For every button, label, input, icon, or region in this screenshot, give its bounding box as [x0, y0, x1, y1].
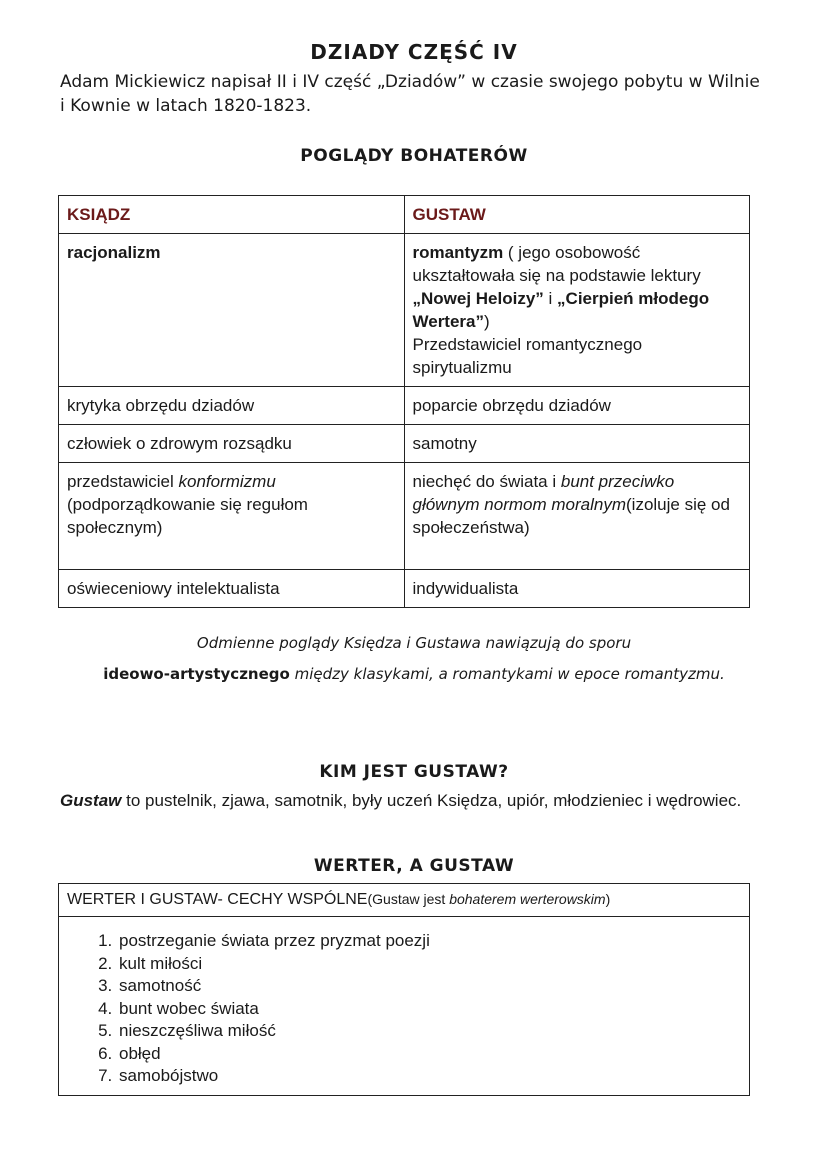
table-cell-gustaw: indywidualista: [404, 570, 750, 608]
book-title-heloiza: „Nowej Heloizy”: [412, 289, 544, 308]
cell-text: ( jego osobowość ukształtowała się na podstawie lektury: [412, 243, 701, 285]
table-cell-gustaw: [404, 234, 750, 387]
list-item: 1. postrzeganie świata przez pryzmat poezji: [117, 930, 741, 953]
table-row: [59, 917, 750, 1096]
list-item: 5. nieszczęśliwa miłość: [117, 1020, 741, 1043]
gustaw-heading: KIM JEST GUSTAW?: [319, 762, 509, 782]
term-bunt: bunt przeciwko głównym normom moralnym: [412, 472, 675, 514]
term-racjonalizm: racjonalizm: [67, 243, 161, 262]
note-text: Odmienne poglądy Księdza i Gustawa nawiązują do sporu: [196, 634, 632, 652]
list-item: 7. samobójstwo: [117, 1065, 741, 1088]
list-item: 4. bunt wobec świata: [117, 998, 741, 1021]
views-table: [58, 195, 750, 608]
list-item: 3. samotność: [117, 975, 741, 998]
term-konformizm: konformizmu: [178, 472, 276, 491]
table-cell-ksiadz: krytyka obrzędu dziadów: [59, 387, 405, 425]
cell-text: Przedstawiciel romantycznego spirytualizmu: [412, 335, 643, 377]
header-text: WERTER I GUSTAW- CECHY WSPÓLNE: [67, 891, 368, 908]
cell-text: ): [484, 312, 490, 331]
list-item: 6. obłęd: [117, 1043, 741, 1066]
werter-table: [58, 883, 750, 1096]
gustaw-name: Gustaw: [60, 791, 122, 810]
werter-table-header: [59, 884, 750, 917]
table-row: [59, 463, 750, 570]
header-note: (Gustaw jest bohaterem werterowskim): [367, 891, 611, 907]
table-row: [59, 234, 750, 387]
note-paragraph: [70, 628, 758, 690]
table-cell-gustaw: poparcie obrzędu dziadów: [404, 387, 750, 425]
cell-text: (izoluje się od społeczeństwa): [412, 495, 730, 537]
table-cell-ksiadz: człowiek o zdrowym rozsądku: [59, 425, 405, 463]
list-item: 2. kult miłości: [117, 953, 741, 976]
table-cell-ksiadz: [59, 463, 405, 570]
cell-text: (podporządkowanie się regułom społecznym): [67, 495, 308, 537]
table-row: [59, 425, 750, 463]
views-heading: POGLĄDY BOHATERÓW: [300, 146, 528, 166]
gustaw-text: to pustelnik, zjawa, samotnik, były uczeń Księdza, upiór, młodzieniec i wędrowiec.: [121, 791, 742, 810]
cell-text: przedstawiciel: [67, 472, 179, 491]
traits-cell: [59, 917, 750, 1096]
table-row: [59, 387, 750, 425]
page-title: DZIADY CZĘŚĆ IV: [310, 40, 518, 64]
note-emphasis: ideowo-artystycznego: [103, 665, 290, 683]
note-text: między klasykami, a romantykami w epoce romantyzmu.: [289, 665, 725, 683]
column-header-gustaw: GUSTAW: [404, 196, 750, 234]
gustaw-description: [60, 787, 770, 814]
table-cell-gustaw: samotny: [404, 425, 750, 463]
traits-list: [67, 930, 741, 1088]
cell-text: i: [543, 289, 558, 308]
table-row: [59, 570, 750, 608]
column-header-ksiadz: KSIĄDZ: [59, 196, 405, 234]
table-cell-ksiadz: [59, 234, 405, 387]
table-cell-gustaw: [404, 463, 750, 570]
intro-paragraph: Adam Mickiewicz napisał II i IV część „Dziadów” w czasie swojego pobytu w Wilnie i Kownie w latach 1820-1823.: [60, 72, 760, 116]
table-header-row: [59, 884, 750, 917]
book-title-werter: „Cierpień młodego Wertera”: [412, 289, 710, 331]
term-romantyzm: romantyzm: [412, 243, 504, 262]
werter-heading: WERTER, A GUSTAW: [313, 856, 515, 876]
table-header-row: [59, 196, 750, 234]
cell-text: niechęć do świata i: [412, 472, 561, 491]
table-cell-ksiadz: oświeceniowy intelektualista: [59, 570, 405, 608]
